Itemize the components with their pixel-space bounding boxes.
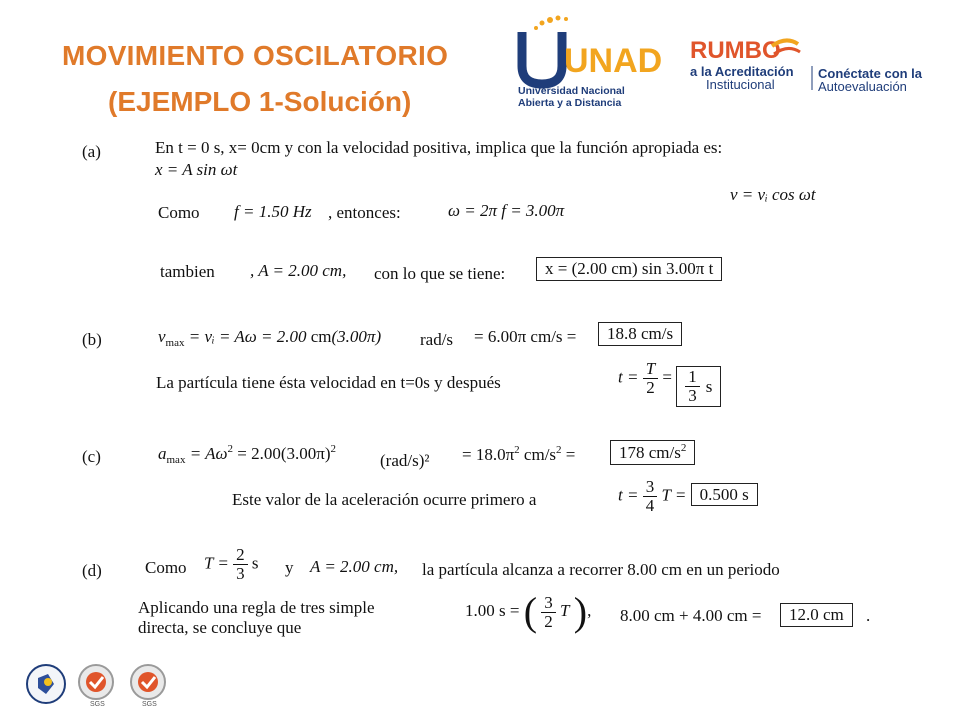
c-amax: $a_{max} = A\omega^2 = 2.00(3.00\pi)^2$ [158,443,337,466]
d-aplicando-2: directa, se concluye que [138,618,302,637]
d-period: T = $\frac{2}{3}$ s [204,545,259,583]
svg-text:Conéctate con la: Conéctate con la [818,66,923,81]
svg-text:Abierta y a Distancia: Abierta y a Distancia [518,97,622,109]
b-vmax: $v_{max}$ = vᵢ = Aω = 2.00 cm(3.00π) [158,327,382,349]
d-amplitude: A = 2.00 cm, [310,557,399,576]
d-dot: . [866,606,871,625]
seal-icon-2 [79,665,113,708]
d-como: Como [145,558,187,577]
label-b: (b) [82,330,102,349]
a-tambien: tambien [160,262,215,281]
label-a: (a) [82,142,101,161]
a-amplitude: , A = 2.00 cm, [250,261,347,280]
b-text: La partícula tiene ésta velocidad en t=0s y después [156,373,501,392]
svg-text:Universidad Nacional: Universidad Nacional [518,85,625,97]
a-result-box: x = (2.00 cm) sin 3.00π t [536,257,722,281]
c-time: t = $\frac{3}{4}$ T = 0.500 s [618,478,758,515]
a-intro: En t = 0 s, x= 0cm y con la velocidad positiva, implica que la función apropiada es: [155,138,723,157]
a-entonces: , entonces: [328,203,401,222]
svg-text:Autoevaluación: Autoevaluación [818,79,907,94]
d-y: y [285,558,294,577]
c-mid: = $18.0\pi^2$ $cm/s^2$ = [462,444,576,464]
label-c: (c) [82,447,101,466]
svg-text:UNAD: UNAD [564,42,663,80]
c-result-box: 178 $cm/s^2$ [610,440,695,465]
c-time-result: 0.500 s [691,483,758,506]
a-frequency: f = 1.50 Hz [234,202,312,221]
svg-text:RUMBO: RUMBO [690,37,781,64]
svg-text:Institucional: Institucional [706,77,775,92]
b-mid: = 6.00π cm/s = [474,327,577,346]
a-con-lo: con lo que se tiene: [374,264,506,283]
seal-icon-1 [27,665,65,703]
b-rads: rad/s [420,330,454,349]
a-omega: ω = 2π f = 3.00π [448,201,565,220]
a-como: Como [158,203,200,222]
svg-text:a la Acreditación: a la Acreditación [690,64,794,79]
rumbo-logo [688,34,928,94]
b-result-box: 18.8 cm/s [598,322,682,346]
svg-text:SGS: SGS [142,701,157,708]
d-rule: 1.00 s = ( $\frac{3}{2}$ T ), [465,589,592,634]
b-time: t = $\frac{T}{2}$ = $\frac{1}{3}$ s [618,360,721,407]
d-text: la partícula alcanza a recorrer 8.00 cm en un periodo [422,560,780,579]
c-rads2: (rad/s)² [380,451,430,470]
page-subtitle: (EJEMPLO 1-Solución) [108,86,412,117]
svg-text:SGS: SGS [90,701,105,708]
seal-icon-3 [131,665,165,708]
label-d: (d) [82,561,102,580]
unad-logo [516,14,663,110]
d-aplicando-1: Aplicando una regla de tres simple [138,598,375,617]
d-sum: 8.00 cm + 4.00 cm = [620,606,762,625]
page-title: MOVIMIENTO OSCILATORIO [62,40,449,71]
a-velocity: v = vᵢ cos ωt [730,185,816,204]
c-text: Este valor de la aceleración ocurre primero a [232,490,537,509]
certification-seals [26,660,176,708]
a-function: x = A sin ωt [155,160,238,179]
d-result-box: 12.0 cm [780,603,853,627]
